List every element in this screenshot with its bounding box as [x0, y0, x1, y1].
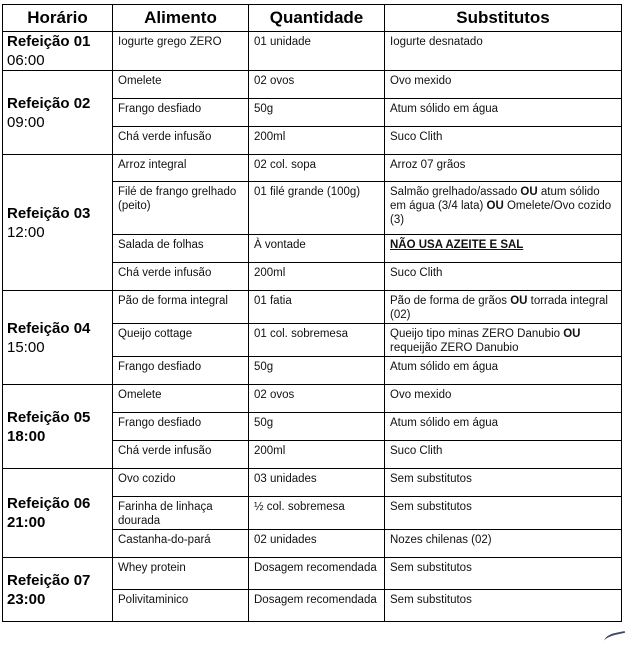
food-cell: Farinha de linhaça dourada	[113, 497, 249, 530]
or-keyword: OU	[563, 328, 581, 340]
substitute-text: Atum sólido em água	[390, 361, 499, 373]
meal-body	[3, 32, 622, 622]
warning-text: NÃO USA AZEITE E SAL	[390, 239, 524, 251]
substitute-text: atum sólido em água (3/4 lata)	[390, 186, 600, 212]
substitute-cell	[385, 590, 622, 622]
quantity-cell: 02 ovos	[249, 385, 385, 413]
header-row	[3, 5, 622, 32]
substitute-text: Suco Clith	[390, 267, 443, 279]
substitute-cell	[385, 497, 622, 530]
meal-cell	[3, 558, 113, 622]
substitute-cell	[385, 32, 622, 71]
food-cell: Chá verde infusão	[113, 263, 249, 291]
food-cell: Chá verde infusão	[113, 441, 249, 469]
quantity-cell: 02 col. sopa	[249, 155, 385, 182]
quantity-cell: 01 filé grande (100g)	[249, 182, 385, 235]
substitute-text: Iogurte desnatado	[390, 36, 483, 48]
meal-time: 06:00	[7, 52, 45, 69]
substitute-cell	[385, 413, 622, 441]
substitute-cell	[385, 558, 622, 590]
header-substitutes: Substitutos	[385, 5, 622, 32]
substitute-text: Ovo mexido	[390, 389, 452, 401]
substitute-cell	[385, 127, 622, 155]
food-cell: Polivitaminico	[113, 590, 249, 622]
or-keyword: OU	[486, 200, 504, 212]
quantity-cell: 02 unidades	[249, 530, 385, 558]
substitute-text: Omelete/Ovo cozido (3)	[390, 200, 612, 226]
meal-time: 12:00	[7, 223, 45, 241]
quantity-cell: 01 col. sobremesa	[249, 324, 385, 357]
quantity-cell: 02 ovos	[249, 71, 385, 99]
meal-cell	[3, 385, 113, 469]
meal-name: Refeição 07	[7, 571, 91, 589]
quantity-cell: 200ml	[249, 263, 385, 291]
meal-cell	[3, 469, 113, 558]
food-cell: Ovo cozido	[113, 469, 249, 497]
food-cell: Filé de frango grelhado (peito)	[113, 182, 249, 235]
quantity-cell: 03 unidades	[249, 469, 385, 497]
meal-time: 15:00	[7, 338, 45, 356]
substitute-text: Sem substitutos	[390, 473, 472, 485]
substitute-cell	[385, 263, 622, 291]
substitute-cell	[385, 291, 622, 324]
meal-plan-table	[2, 4, 622, 622]
substitute-text: requeijão ZERO Danubio	[390, 342, 519, 354]
substitute-cell	[385, 99, 622, 127]
meal-time: 23:00	[7, 590, 46, 608]
meal-cell	[3, 155, 113, 291]
quantity-cell: 50g	[249, 413, 385, 441]
substitute-text: Pão de forma de grãos	[390, 295, 511, 307]
substitute-text: Suco Clith	[390, 445, 443, 457]
food-cell: Frango desfiado	[113, 357, 249, 385]
quantity-cell: 200ml	[249, 441, 385, 469]
substitute-cell	[385, 182, 622, 235]
food-cell: Omelete	[113, 71, 249, 99]
meal-name: Refeição 04	[7, 319, 91, 337]
food-cell: Pão de forma integral	[113, 291, 249, 324]
substitute-text: torrada integral (02)	[390, 295, 608, 321]
table-row	[3, 291, 622, 324]
meal-name: Refeição 05	[7, 408, 91, 426]
food-cell: Frango desfiado	[113, 413, 249, 441]
food-cell: Arroz integral	[113, 155, 249, 182]
meal-name: Refeição 02	[7, 94, 91, 112]
food-cell: Whey protein	[113, 558, 249, 590]
substitute-cell	[385, 71, 622, 99]
meal-name: Refeição 03	[7, 204, 91, 222]
food-cell: Frango desfiado	[113, 99, 249, 127]
substitute-text: Salmão grelhado/assado	[390, 186, 521, 198]
table-row	[3, 469, 622, 497]
or-keyword: OU	[510, 295, 528, 307]
food-cell: Queijo cottage	[113, 324, 249, 357]
meal-time: 18:00	[7, 427, 46, 445]
substitute-cell	[385, 357, 622, 385]
substitute-text: Suco Clith	[390, 131, 443, 143]
meal-cell	[3, 32, 113, 71]
quantity-cell: 01 unidade	[249, 32, 385, 71]
substitute-text: Sem substitutos	[390, 562, 472, 574]
quantity-cell: À vontade	[249, 235, 385, 263]
substitute-text: Arroz 07 grãos	[390, 159, 466, 171]
substitute-cell	[385, 324, 622, 357]
food-cell: Castanha-do-pará	[113, 530, 249, 558]
table-row	[3, 558, 622, 590]
food-cell: Iogurte grego ZERO	[113, 32, 249, 71]
substitute-cell	[385, 155, 622, 182]
quantity-cell: 50g	[249, 99, 385, 127]
table-row	[3, 155, 622, 182]
quantity-cell: 50g	[249, 357, 385, 385]
substitute-text: Nozes chilenas (02)	[390, 534, 492, 546]
substitute-cell	[385, 385, 622, 413]
table-row	[3, 385, 622, 413]
substitute-text: Sem substitutos	[390, 501, 472, 513]
food-cell: Omelete	[113, 385, 249, 413]
substitute-text: Atum sólido em água	[390, 103, 499, 115]
meal-time: 21:00	[7, 514, 46, 531]
substitute-text: Sem substitutos	[390, 594, 472, 606]
quantity-cell: 200ml	[249, 127, 385, 155]
substitute-cell	[385, 469, 622, 497]
meal-name: Refeição 06	[7, 495, 91, 512]
substitute-cell	[385, 235, 622, 263]
substitute-text: Ovo mexido	[390, 75, 452, 87]
header-quantity: Quantidade	[249, 5, 385, 32]
quantity-cell: Dosagem recomendada	[249, 558, 385, 590]
substitute-text: Queijo tipo minas ZERO Danubio	[390, 328, 564, 340]
meal-time: 09:00	[7, 113, 45, 131]
meal-cell	[3, 71, 113, 155]
quantity-cell: 01 fatia	[249, 291, 385, 324]
food-cell: Chá verde infusão	[113, 127, 249, 155]
header-food: Alimento	[113, 5, 249, 32]
substitute-text: Atum sólido em água	[390, 417, 499, 429]
meal-cell	[3, 291, 113, 385]
or-keyword: OU	[520, 186, 538, 198]
food-cell: Salada de folhas	[113, 235, 249, 263]
meal-name: Refeição 01	[7, 33, 91, 50]
quantity-cell: ½ col. sobremesa	[249, 497, 385, 530]
quantity-cell: Dosagem recomendada	[249, 590, 385, 622]
table-row	[3, 71, 622, 99]
table-row	[3, 32, 622, 71]
substitute-cell	[385, 441, 622, 469]
substitute-cell	[385, 530, 622, 558]
header-time: Horário	[3, 5, 113, 32]
